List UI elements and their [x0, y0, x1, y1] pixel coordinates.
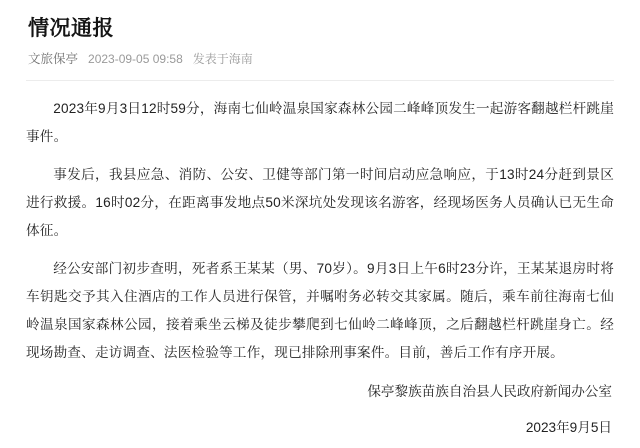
page-title: 情况通报: [28, 17, 114, 40]
article-publish-location: 发表于海南: [192, 52, 253, 66]
article-date: 2023年9月5日: [525, 420, 612, 435]
header-divider: [26, 80, 614, 81]
article-meta: [28, 50, 614, 68]
article-paragraph: 经公安部门初步查明，死者系王某某（男、70岁）。9月3日上午6时23分许，王某某退房时将车钥匙交予其入住酒店的工作人员进行保管，并嘱咐务必转交其家属。随后，乘车前往海南七仙岭温泉国家森林公园，接着乘坐云梯及徒步攀爬到七仙岭二峰峰顶，之后翻越栏杆跳崖身亡。经现场勘查、走访调查、法医检验等工作，现已排除刑事案件。目前，善后工作有序开展。: [26, 261, 614, 360]
article-paragraph: 2023年9月3日12时59分，海南七仙岭温泉国家森林公园二峰峰顶发生一起游客翻越栏杆跳崖事件。: [26, 101, 614, 144]
article-source: 文旅保亭: [28, 52, 79, 66]
article-paragraph: 事发后，我县应急、消防、公安、卫健等部门第一时间启动应急响应，于13时24分赶到景区进行救援。16时02分，在距离事发地点50米深坑处发现该名游客，经现场医务人员确认已无生命体征。: [26, 167, 614, 238]
article-timestamp: 2023-09-05 09:58: [88, 52, 183, 66]
article-signature: 保亭黎族苗族自治县人民政府新闻办公室: [367, 384, 612, 399]
article-body: [26, 95, 614, 367]
